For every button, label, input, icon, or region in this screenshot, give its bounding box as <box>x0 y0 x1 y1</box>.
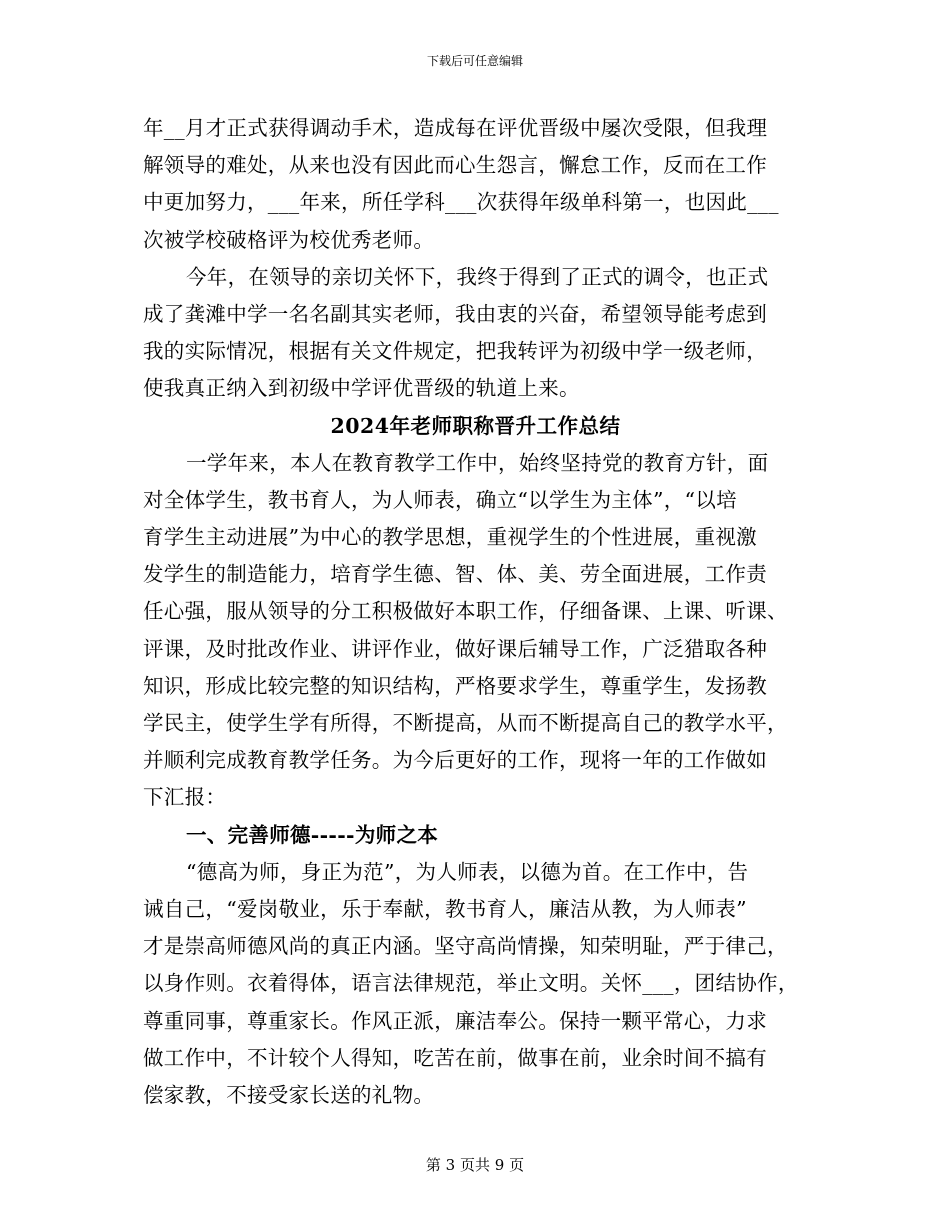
page-footer: 第 3 页共 9 页 <box>425 1156 525 1174</box>
text-line: 诫自己，“爱岗敬业，乐于奉献，教书育人，廉洁从教，为人师表” <box>143 896 747 921</box>
text-line: 发学生的制造能力，培育学生德、智、体、美、劳全面进展，工作责 <box>143 562 767 587</box>
text-line: 任心强，服从领导的分工积极做好本职工作，仔细备课、上课、听课、 <box>143 599 788 624</box>
text-line: 对全体学生，教书育人，为人师表，确立“以学生为主体”，“以培 <box>143 487 737 512</box>
text-line: 尊重同事，尊重家长。作风正派，廉洁奉公。保持一颗平常心，力求 <box>143 1008 767 1033</box>
text-line: 次被学校破格评为校优秀老师。 <box>143 227 435 252</box>
text-line: 做工作中，不计较个人得知，吃苦在前，做事在前，业余时间不搞有 <box>143 1045 767 1070</box>
text-line: 下汇报： <box>143 785 227 810</box>
text-line: “德高为师，身正为范”，为人师表，以德为首。在工作中，告 <box>186 859 749 884</box>
text-line: 解领导的难处，从来也没有因此而心生怨言，懈怠工作，反而在工作 <box>143 153 767 178</box>
text-line: 年__月才正式获得调动手术，造成每在评优晋级中屡次受限，但我理 <box>143 116 768 140</box>
document-body <box>143 110 808 1114</box>
text-line: 使我真正纳入到初级中学评优晋级的轨道上来。 <box>143 376 580 401</box>
text-line: 知识，形成比较完整的知识结构，严格要求学生，尊重学生，发扬教 <box>143 673 767 698</box>
text-line: 我的实际情况，根据有关文件规定，把我转评为初级中学一级老师， <box>143 339 767 364</box>
text-line: 育学生主动进展”为中心的教学思想，重视学生的个性进展，重视激 <box>143 525 757 550</box>
text-line: 成了龚滩中学一名名副其实老师，我由衷的兴奋，希望领导能考虑到 <box>143 301 767 326</box>
text-line: 并顺利完成教育教学任务。为今后更好的工作，现将一年的工作做如 <box>143 748 767 773</box>
text-line: 以身作则。衣着得体，语言法律规范，举止文明。关怀___，团结协作， <box>143 971 799 996</box>
text-line: 偿家教，不接受家长送的礼物。 <box>143 1082 435 1107</box>
text-line: 一学年来，本人在教育教学工作中，始终坚持党的教育方针，面 <box>186 450 769 475</box>
section-heading: 一、完善师德-----为师之本 <box>186 822 439 847</box>
text-line: 学民主，使学生学有所得，不断提高，从而不断提高自己的教学水平， <box>143 711 788 735</box>
page-header: 下载后可任意编辑 <box>426 54 523 68</box>
text-line: 评课，及时批改作业、讲评作业，做好课后辅导工作，广泛猎取各种 <box>143 636 767 661</box>
section-title: 2024年老师职称晋升工作总结 <box>330 413 621 438</box>
text-line: 今年，在领导的亲切关怀下，我终于得到了正式的调令，也正式 <box>186 264 769 289</box>
text-line: 中更加努力，___年来，所任学科___次获得年级单科第一，也因此___ <box>143 190 779 215</box>
text-line: 才是崇高师德风尚的真正内涵。坚守高尚情操，知荣明耻，严于律己， <box>143 934 788 959</box>
